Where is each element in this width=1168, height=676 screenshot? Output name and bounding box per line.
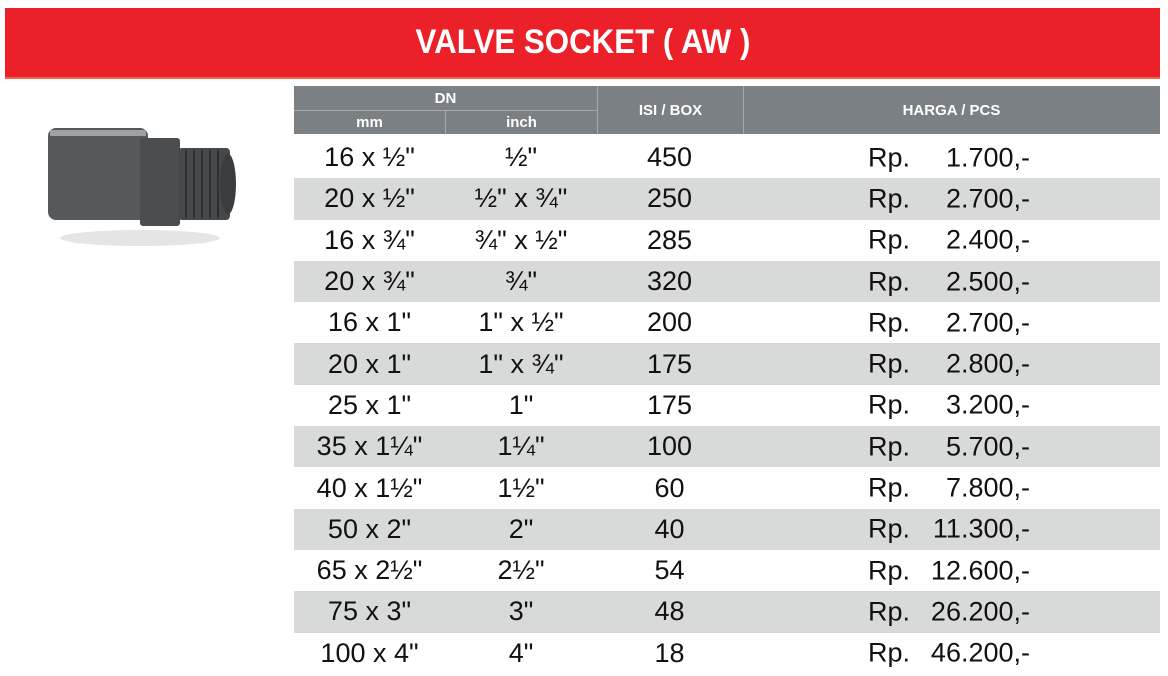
cell-inch: 2½" [497, 555, 545, 586]
table-row [294, 137, 1160, 178]
price-value: 26.200,- [930, 596, 1030, 627]
table-row [294, 220, 1160, 261]
cell-price [742, 385, 1160, 426]
cell-mm: 65 x 2½" [316, 555, 423, 586]
cell-inch: 1" x ½" [478, 307, 564, 338]
cell-mm: 75 x 3" [327, 596, 412, 627]
price-value: 2.800,- [945, 348, 1030, 379]
currency-label: Rp. [868, 513, 911, 544]
table-row [294, 178, 1160, 219]
currency-label: Rp. [868, 637, 911, 668]
price-value: 11.300,- [932, 513, 1030, 544]
table-row [294, 261, 1160, 302]
cell-price [742, 178, 1160, 219]
cell-price [742, 591, 1160, 632]
cell-mm: 20 x ½" [324, 183, 415, 214]
cell-mm: 25 x 1" [327, 389, 412, 420]
cell-price [742, 509, 1160, 550]
cell-inch: 1" [508, 389, 534, 420]
cell-mm: 40 x 1½" [316, 472, 423, 503]
cell-isi-box: 250 [646, 183, 693, 214]
cell-isi-box: 60 [654, 472, 685, 503]
cell-price [742, 467, 1160, 508]
cell-mm: 100 x 4" [320, 637, 419, 668]
cell-inch: 1¼" [497, 431, 545, 462]
currency-label: Rp. [868, 142, 911, 173]
cell-mm: 35 x 1¼" [316, 431, 423, 462]
currency-label: Rp. [868, 307, 911, 338]
currency-label: Rp. [868, 431, 911, 462]
price-value: 2.400,- [945, 224, 1030, 255]
cell-price [742, 550, 1160, 591]
cell-isi-box: 320 [646, 266, 693, 297]
cell-isi-box: 175 [646, 348, 693, 379]
cell-mm: 20 x 1" [327, 348, 412, 379]
cell-mm: 16 x ½" [324, 142, 415, 173]
table-row [294, 633, 1160, 674]
cell-inch: 3" [508, 596, 534, 627]
cell-mm: 16 x 1" [327, 307, 412, 338]
cell-isi-box: 100 [646, 431, 693, 462]
table-row [294, 550, 1160, 591]
table-row [294, 591, 1160, 632]
header-harga: HARGA / PCS [902, 101, 1001, 119]
cell-mm: 50 x 2" [327, 513, 412, 544]
header-mm: mm [294, 111, 446, 134]
price-value: 2.500,- [945, 266, 1030, 297]
price-value: 12.600,- [930, 555, 1030, 586]
cell-inch: 1½" [497, 472, 545, 503]
price-table [294, 86, 1160, 674]
cell-isi-box: 18 [654, 637, 685, 668]
cell-price [742, 137, 1160, 178]
cell-mm: 20 x ¾" [324, 266, 415, 297]
table-row [294, 426, 1160, 467]
header-inch: inch [506, 114, 537, 131]
page-title: VALVE SOCKET ( AW ) [415, 23, 750, 61]
cell-price [742, 302, 1160, 343]
price-value: 2.700,- [945, 183, 1030, 214]
header-isi-box: ISI / BOX [597, 86, 744, 134]
currency-label: Rp. [868, 224, 911, 255]
currency-label: Rp. [868, 555, 911, 586]
table-row [294, 385, 1160, 426]
currency-label: Rp. [868, 389, 911, 420]
cell-inch: 2" [508, 513, 534, 544]
cell-isi-box: 450 [646, 142, 693, 173]
cell-mm: 16 x ¾" [324, 224, 415, 255]
price-value: 5.700,- [945, 431, 1030, 462]
price-value: 1.700,- [945, 142, 1030, 173]
price-value: 2.700,- [945, 307, 1030, 338]
table-row [294, 467, 1160, 508]
cell-price [742, 633, 1160, 674]
cell-price [742, 426, 1160, 467]
cell-inch: ½" x ¾" [474, 183, 568, 214]
table-row [294, 302, 1160, 343]
cell-price [742, 220, 1160, 261]
title-banner [5, 8, 1160, 79]
cell-inch: 1" x ¾" [478, 348, 564, 379]
price-value: 46.200,- [930, 637, 1030, 668]
cell-isi-box: 54 [654, 555, 685, 586]
cell-isi-box: 175 [646, 389, 693, 420]
cell-isi-box: 48 [654, 596, 685, 627]
cell-isi-box: 285 [646, 224, 693, 255]
currency-label: Rp. [868, 266, 911, 297]
cell-inch: ¾" x ½" [474, 224, 568, 255]
cell-inch: ¾" [504, 266, 538, 297]
cell-isi-box: 40 [654, 513, 685, 544]
currency-label: Rp. [868, 183, 911, 214]
cell-price [742, 343, 1160, 384]
table-row [294, 509, 1160, 550]
cell-inch: ½" [504, 142, 538, 173]
valve-socket-product-image [40, 120, 240, 250]
price-value: 3.200,- [945, 389, 1030, 420]
currency-label: Rp. [868, 596, 911, 627]
table-row [294, 343, 1160, 384]
currency-label: Rp. [868, 348, 911, 379]
cell-isi-box: 200 [646, 307, 693, 338]
currency-label: Rp. [868, 472, 911, 503]
table-header [294, 86, 1160, 134]
cell-inch: 4" [508, 637, 534, 668]
header-dn: DN [294, 86, 597, 111]
cell-price [742, 261, 1160, 302]
price-value: 7.800,- [945, 472, 1030, 503]
